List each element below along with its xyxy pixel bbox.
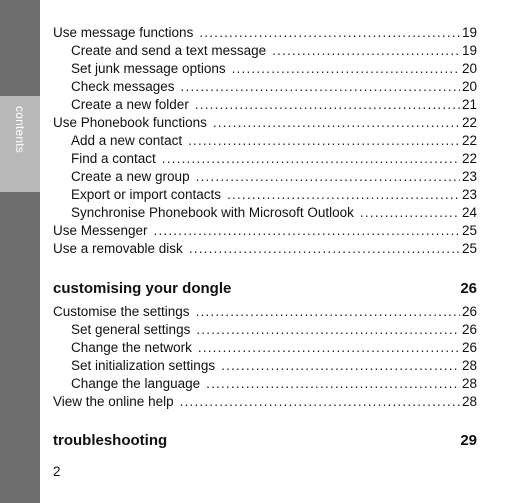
toc-entry-title: Set general settings (71, 322, 191, 337)
dot-leader (162, 150, 460, 168)
toc-entry-title: Use Phonebook functions (53, 115, 207, 130)
toc-entry-page: 26 (461, 322, 477, 337)
toc-subentry[interactable] (53, 60, 477, 78)
dot-leader (196, 303, 460, 321)
toc-entry-page: 20 (461, 61, 477, 76)
toc-entry-page: 26 (461, 304, 477, 319)
toc-subentry[interactable] (53, 357, 477, 375)
toc-entry-title: Set junk message options (71, 61, 226, 76)
dot-leader (206, 375, 460, 393)
toc-entry-page: 25 (461, 241, 477, 256)
toc-entry-title: Use Messenger (53, 223, 148, 238)
toc-entry-title: Use message functions (53, 25, 194, 40)
toc-entry[interactable] (53, 393, 477, 411)
toc-subentry[interactable] (53, 168, 477, 186)
toc-entry-page: 19 (461, 25, 477, 40)
toc-entry[interactable] (53, 303, 477, 321)
toc-entry-title: Change the language (71, 376, 201, 391)
toc-entry-title: Customise the settings (53, 304, 190, 319)
toc-entry-page: 19 (461, 43, 477, 58)
toc-group-messaging (53, 24, 477, 258)
toc-entry-title: Set initialization settings (71, 358, 216, 373)
toc-subentry[interactable] (53, 204, 477, 222)
section-page-number: 26 (460, 280, 477, 297)
page-number: 2 (53, 464, 61, 479)
dot-leader (181, 78, 460, 96)
toc-entry-page: 22 (461, 115, 477, 130)
sidebar (0, 0, 40, 503)
dot-leader (232, 60, 460, 78)
section-heading-troubleshooting[interactable] (53, 431, 477, 451)
toc-subentry[interactable] (53, 186, 477, 204)
dot-leader (198, 339, 460, 357)
toc-subentry[interactable] (53, 150, 477, 168)
toc-entry-title: Create a new group (71, 169, 190, 184)
dot-leader (199, 24, 460, 42)
toc-entry-page: 23 (461, 169, 477, 184)
toc-subentry[interactable] (53, 375, 477, 393)
dot-leader (360, 204, 460, 222)
section-title: troubleshooting (53, 432, 168, 449)
dot-leader (195, 96, 460, 114)
dot-leader (213, 114, 460, 132)
toc-entry-title: View the online help (53, 394, 174, 409)
contents-tab-label: contents (13, 106, 27, 153)
toc-entry-page: 23 (461, 187, 477, 202)
section-title: customising your dongle (53, 280, 232, 297)
toc-entry-page: 25 (461, 223, 477, 238)
toc-subentry[interactable] (53, 96, 477, 114)
toc-group-customising (53, 303, 477, 411)
dot-leader (196, 168, 460, 186)
toc-entry-page: 22 (461, 151, 477, 166)
dot-leader (189, 240, 460, 258)
section-heading-customising[interactable] (53, 279, 477, 299)
toc-entry[interactable] (53, 114, 477, 132)
toc-subentry[interactable] (53, 42, 477, 60)
toc-entry-page: 21 (461, 97, 477, 112)
toc-entry[interactable] (53, 222, 477, 240)
toc-entry-title: Export or import contacts (71, 187, 222, 202)
dot-leader (227, 186, 460, 204)
toc-entry-page: 26 (461, 340, 477, 355)
dot-leader (272, 42, 460, 60)
toc-entry-title: Use a removable disk (53, 241, 183, 256)
toc-entry-page: 28 (461, 358, 477, 373)
dot-leader (188, 132, 460, 150)
toc-entry-page: 20 (461, 79, 477, 94)
toc-entry-page: 28 (461, 376, 477, 391)
table-of-contents (53, 24, 477, 455)
toc-entry-title: Check messages (71, 79, 175, 94)
toc-entry-page: 22 (461, 133, 477, 148)
toc-entry-page: 24 (461, 205, 477, 220)
dot-leader (196, 321, 460, 339)
toc-entry-page: 28 (461, 394, 477, 409)
toc-subentry[interactable] (53, 321, 477, 339)
toc-entry-title: Synchronise Phonebook with Microsoft Outlook (71, 205, 354, 220)
toc-entry[interactable] (53, 24, 477, 42)
dot-leader (154, 222, 460, 240)
section-page-number: 29 (460, 432, 477, 449)
toc-entry-title: Create a new folder (71, 97, 189, 112)
dot-leader (221, 357, 460, 375)
toc-entry-title: Create and send a text message (71, 43, 267, 58)
toc-entry[interactable] (53, 240, 477, 258)
toc-entry-title: Add a new contact (71, 133, 183, 148)
toc-entry-title: Find a contact (71, 151, 156, 166)
toc-subentry[interactable] (53, 132, 477, 150)
dot-leader (180, 393, 460, 411)
toc-entry-title: Change the network (71, 340, 192, 355)
toc-subentry[interactable] (53, 339, 477, 357)
toc-subentry[interactable] (53, 78, 477, 96)
